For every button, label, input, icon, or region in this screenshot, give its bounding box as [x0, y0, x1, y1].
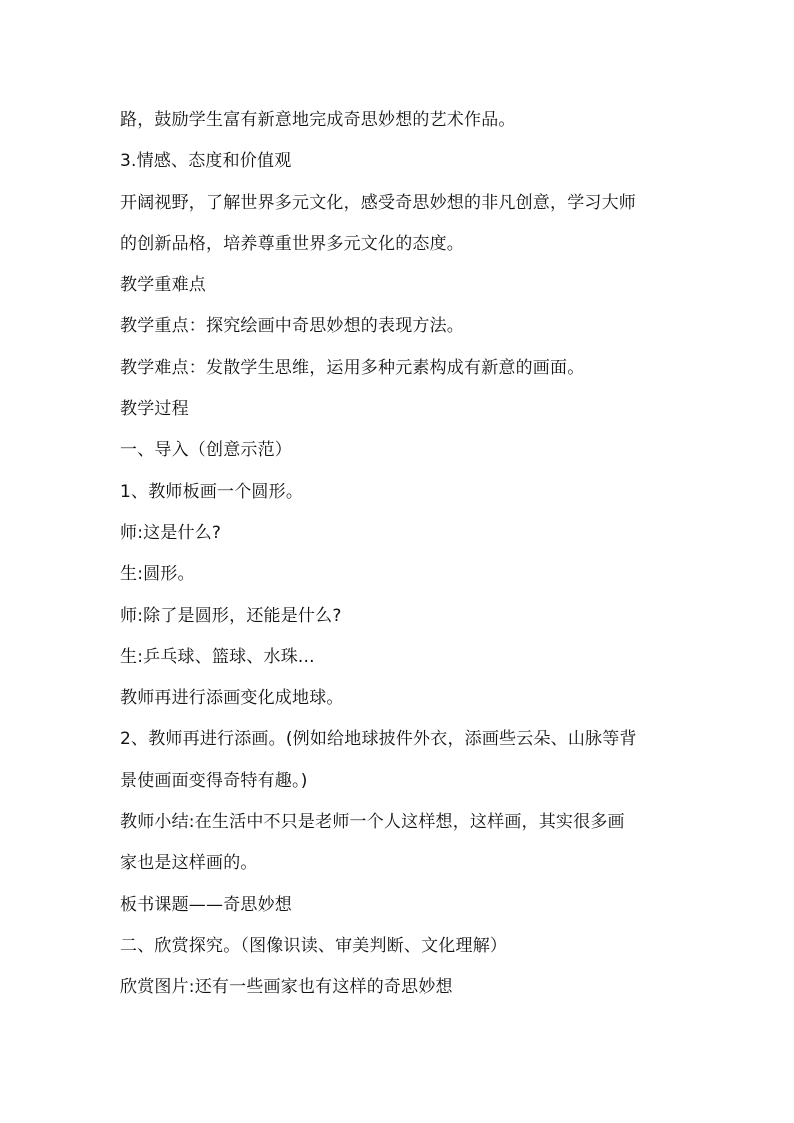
dialogue-line: 师:除了是圆形，还能是什么? — [120, 605, 342, 626]
text-line: 开阔视野，了解世界多元文化，感受奇思妙想的非凡创意，学习大师 — [120, 192, 636, 213]
text-line: 教师小结:在生活中不只是老师一个人这样想，这样画，其实很多画 — [120, 812, 625, 833]
section-heading: 3.情感、态度和价值观 — [120, 151, 292, 172]
dialogue-line: 生:乒乓球、篮球、水珠... — [120, 646, 315, 667]
dialogue-line: 师:这是什么? — [120, 522, 222, 543]
section-heading: 教学重难点 — [120, 275, 206, 296]
text-line: 的创新品格，培养尊重世界多元文化的态度。 — [120, 233, 464, 254]
section-heading: 一、导入（创意示范） — [120, 440, 292, 461]
section-heading: 二、欣赏探究。（图像识读、审美判断、文化理解） — [120, 935, 508, 956]
text-line: 教学重点：探究绘画中奇思妙想的表现方法。 — [120, 316, 464, 337]
text-line: 教学难点：发散学生思维，运用多种元素构成有新意的画面。 — [120, 357, 585, 378]
section-heading: 教学过程 — [120, 399, 189, 420]
text-line: 1、教师板画一个圆形。 — [120, 481, 304, 502]
text-line: 板书课题——奇思妙想 — [120, 894, 292, 915]
text-line: 2、教师再进行添画。(例如给地球披件外衣，添画些云朵、山脉等背 — [120, 729, 637, 750]
text-line: 教师再进行添画变化成地球。 — [120, 688, 344, 709]
text-line: 家也是这样画的。 — [120, 853, 258, 874]
text-line: 欣赏图片:还有一些画家也有这样的奇思妙想 — [120, 977, 453, 998]
dialogue-line: 生:圆形。 — [120, 564, 195, 585]
text-line: 路，鼓励学生富有新意地完成奇思妙想的艺术作品。 — [120, 110, 516, 130]
document-body — [120, 100, 690, 1009]
text-line: 景使画面变得奇特有趣。) — [120, 770, 308, 791]
